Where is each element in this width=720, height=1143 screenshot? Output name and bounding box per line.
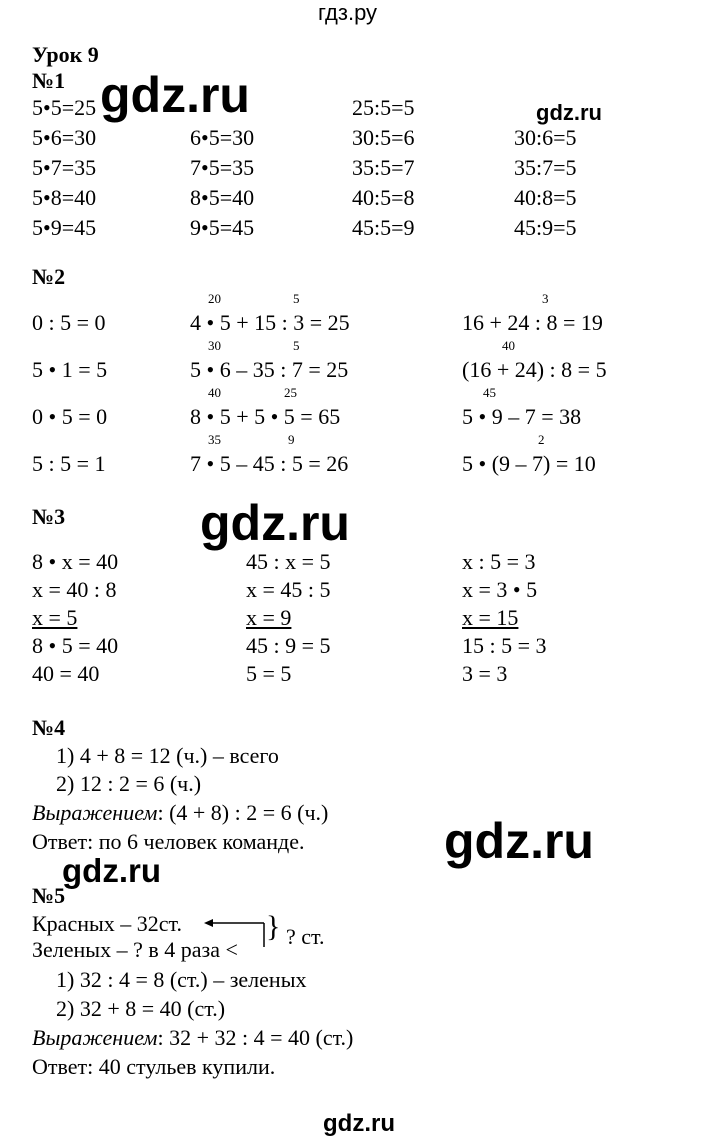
task3-label: №3 [32, 504, 66, 529]
task1-cell: 45:5=9 [352, 215, 415, 240]
task2-expr: 5 : 5 = 1 [32, 451, 106, 476]
task1-cell: 30:5=6 [352, 125, 415, 150]
task1-cell: 5•8=40 [32, 185, 97, 210]
intermediate-value: 5 [293, 338, 300, 353]
task2-expr: 5 • 1 = 5 [32, 357, 108, 382]
watermark: gdz.ru [200, 495, 350, 551]
task2-expr: 8 • 5 + 5 • 5 = 65 [190, 404, 341, 429]
intermediate-value: 20 [208, 291, 221, 306]
task3-line: 5 = 5 [246, 661, 292, 686]
task3-line: x = 40 : 8 [32, 577, 117, 602]
task1-cell: 5•6=30 [32, 125, 97, 150]
task1-label: №1 [32, 68, 66, 93]
task4-step: 2) 12 : 2 = 6 (ч.) [56, 771, 202, 796]
task5-label: №5 [32, 883, 66, 908]
expression-value: : (4 + 8) : 2 = 6 (ч.) [157, 800, 329, 825]
task1-cell: 30:6=5 [514, 125, 577, 150]
task1-cell: 7•5=35 [190, 155, 255, 180]
task1-cell: 9•5=45 [190, 215, 255, 240]
curly-brace-icon: } [266, 910, 281, 943]
task3-line: x = 3 • 5 [462, 577, 538, 602]
task2-expr: 4 • 5 + 15 : 3 = 25 [190, 310, 350, 335]
task1-cell: 8•5=40 [190, 185, 255, 210]
task5-step: 2) 32 + 8 = 40 (ст.) [56, 996, 226, 1021]
task3-solution: x = 15 [462, 605, 519, 630]
task2-expr: 0 : 5 = 0 [32, 310, 106, 335]
task1-cell: 25:5=5 [352, 95, 415, 120]
intermediate-value: 5 [293, 291, 300, 306]
watermark: gdz.ru [536, 100, 602, 125]
intermediate-value: 25 [284, 385, 297, 400]
task4-step: 1) 4 + 8 = 12 (ч.) – всего [56, 743, 279, 768]
watermark: gdz.ru [444, 813, 594, 869]
task2-expr: (16 + 24) : 8 = 5 [462, 357, 607, 382]
task3-line: 40 = 40 [32, 661, 100, 686]
lesson-title: Урок 9 [32, 42, 99, 67]
expression-label: Выражением [32, 800, 158, 825]
task1-cell: 5•5=25 [32, 95, 97, 120]
task3-line: 8 • 5 = 40 [32, 633, 119, 658]
task3-line: x : 5 = 3 [462, 549, 536, 574]
task1-cell: 40:8=5 [514, 185, 577, 210]
expression-label: Выражением [32, 1025, 158, 1050]
task5-red: Красных – 32ст. [32, 911, 182, 936]
task1-cell: 45:9=5 [514, 215, 577, 240]
intermediate-value: 30 [208, 338, 221, 353]
task2-expr: 16 + 24 : 8 = 19 [462, 310, 603, 335]
task1-cell: 35:5=7 [352, 155, 415, 180]
task3-solution: x = 9 [246, 605, 292, 630]
task2-expr: 5 • (9 – 7) = 10 [462, 451, 596, 476]
intermediate-value: 2 [538, 432, 545, 447]
expression-value: : 32 + 32 : 4 = 40 (ст.) [157, 1025, 354, 1050]
intermediate-value: 3 [542, 291, 549, 306]
intermediate-value: 40 [502, 338, 515, 353]
task3-line: 3 = 3 [462, 661, 508, 686]
task4-expression [32, 800, 328, 826]
task1-cell: 5•7=35 [32, 155, 97, 180]
task2-expr: 7 • 5 – 45 : 5 = 26 [190, 451, 349, 476]
task4-answer: Ответ: по 6 человек команде. [32, 829, 305, 854]
intermediate-value: 35 [208, 432, 221, 447]
task5-expression [32, 1025, 353, 1051]
task2-expr: 5 • 9 – 7 = 38 [462, 404, 582, 429]
task3-line: 8 • x = 40 [32, 549, 119, 574]
watermark: gdz.ru [62, 852, 161, 889]
task1-cell: 40:5=8 [352, 185, 415, 210]
watermark: gdz.ru [323, 1110, 395, 1137]
task5-question: ? ст. [286, 924, 325, 949]
task1-cell: 6•5=30 [190, 125, 255, 150]
task3-line: 15 : 5 = 3 [462, 633, 547, 658]
task3-line: x = 45 : 5 [246, 577, 331, 602]
task3-line: 45 : 9 = 5 [246, 633, 331, 658]
intermediate-value: 45 [483, 385, 496, 400]
site-header: гдз.ру [318, 0, 378, 25]
task5-answer: Ответ: 40 стульев купили. [32, 1054, 276, 1079]
task1-cell: 35:7=5 [514, 155, 577, 180]
task4-label: №4 [32, 715, 66, 740]
intermediate-value: 9 [288, 432, 295, 447]
task3-solution: x = 5 [32, 605, 78, 630]
task2-expr: 0 • 5 = 0 [32, 404, 108, 429]
task5-green: Зеленых – ? в 4 раза < [32, 937, 238, 962]
watermark: gdz.ru [100, 67, 250, 123]
task2-label: №2 [32, 264, 66, 289]
task3-line: 45 : x = 5 [246, 549, 331, 574]
task2-expr: 5 • 6 – 35 : 7 = 25 [190, 357, 349, 382]
task5-step: 1) 32 : 4 = 8 (ст.) – зеленых [56, 967, 307, 992]
intermediate-value: 40 [208, 385, 221, 400]
task1-cell: 5•9=45 [32, 215, 97, 240]
